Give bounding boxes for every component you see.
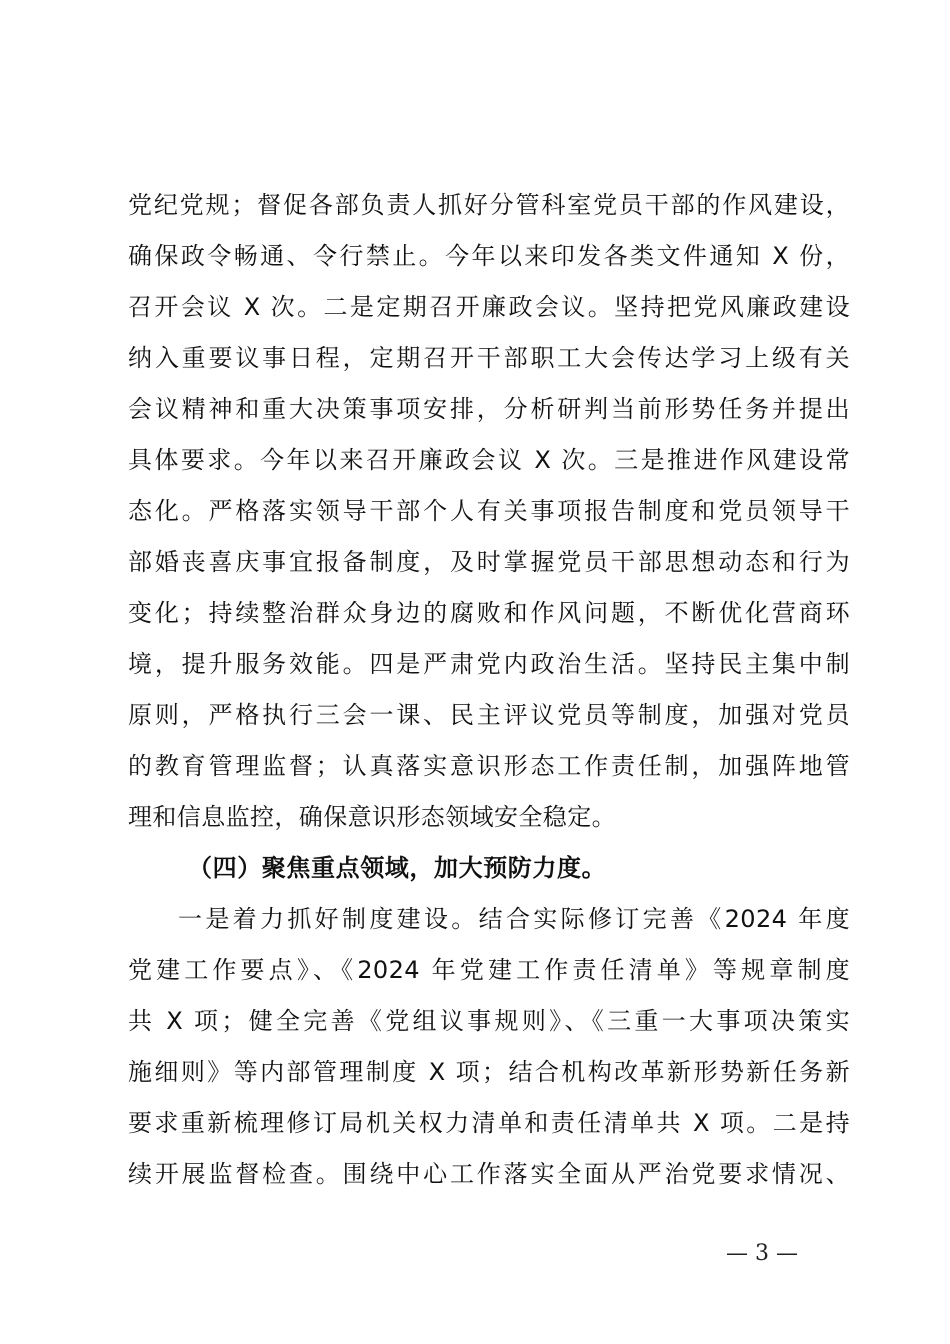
text-line: 党建工作要点》、《2024 年党建工作责任清单》等规章制度	[128, 956, 850, 984]
text-line: 原则，严格执行三会一课、民主评议党员等制度，加强对党员	[128, 701, 850, 729]
text-line: 境，提升服务效能。四是严肃党内政治生活。坚持民主集中制	[128, 650, 850, 678]
text-line: 具体要求。今年以来召开廉政会议 X 次。三是推进作风建设常	[128, 446, 850, 474]
text-line: 态化。严格落实领导干部个人有关事项报告制度和党员领导干	[128, 497, 850, 525]
page-number: — 3 —	[726, 1241, 798, 1266]
document-body	[128, 180, 850, 1200]
text-line: 续开展监督检查。围绕中心工作落实全面从严治党要求情况、	[128, 1160, 850, 1188]
text-line: 的教育管理监督；认真落实意识形态工作责任制，加强阵地管	[128, 752, 850, 780]
text-line: 部婚丧喜庆事宜报备制度，及时掌握党员干部思想动态和行为	[128, 548, 850, 576]
text-line: 纳入重要议事日程，定期召开干部职工大会传达学习上级有关	[128, 344, 850, 372]
text-line: 召开会议 X 次。二是定期召开廉政会议。坚持把党风廉政建设	[128, 293, 850, 321]
text-line: 要求重新梳理修订局机关权力清单和责任清单共 X 项。二是持	[128, 1109, 850, 1137]
text-line: 共 X 项；健全完善《党组议事规则》、《三重一大事项决策实	[128, 1007, 850, 1035]
text-line: 党纪党规；督促各部负责人抓好分管科室党员干部的作风建设，	[128, 191, 850, 219]
text-line-first: 一是着力抓好制度建设。结合实际修订完善《2024 年度	[178, 905, 850, 933]
text-line: 确保政令畅通、令行禁止。今年以来印发各类文件通知 X 份，	[128, 242, 850, 270]
text-line-last: 理和信息监控，确保意识形态领域安全稳定。	[128, 803, 616, 831]
text-line: 变化；持续整治群众身边的腐败和作风问题，不断优化营商环	[128, 599, 850, 627]
text-line: 会议精神和重大决策事项安排，分析研判当前形势任务并提出	[128, 395, 850, 423]
text-line: 施细则》等内部管理制度 X 项；结合机构改革新形势新任务新	[128, 1058, 850, 1086]
paragraph-1	[128, 180, 850, 843]
section-heading-4: （四）聚焦重点领域，加大预防力度。	[188, 854, 607, 882]
paragraph-2	[128, 894, 850, 1200]
